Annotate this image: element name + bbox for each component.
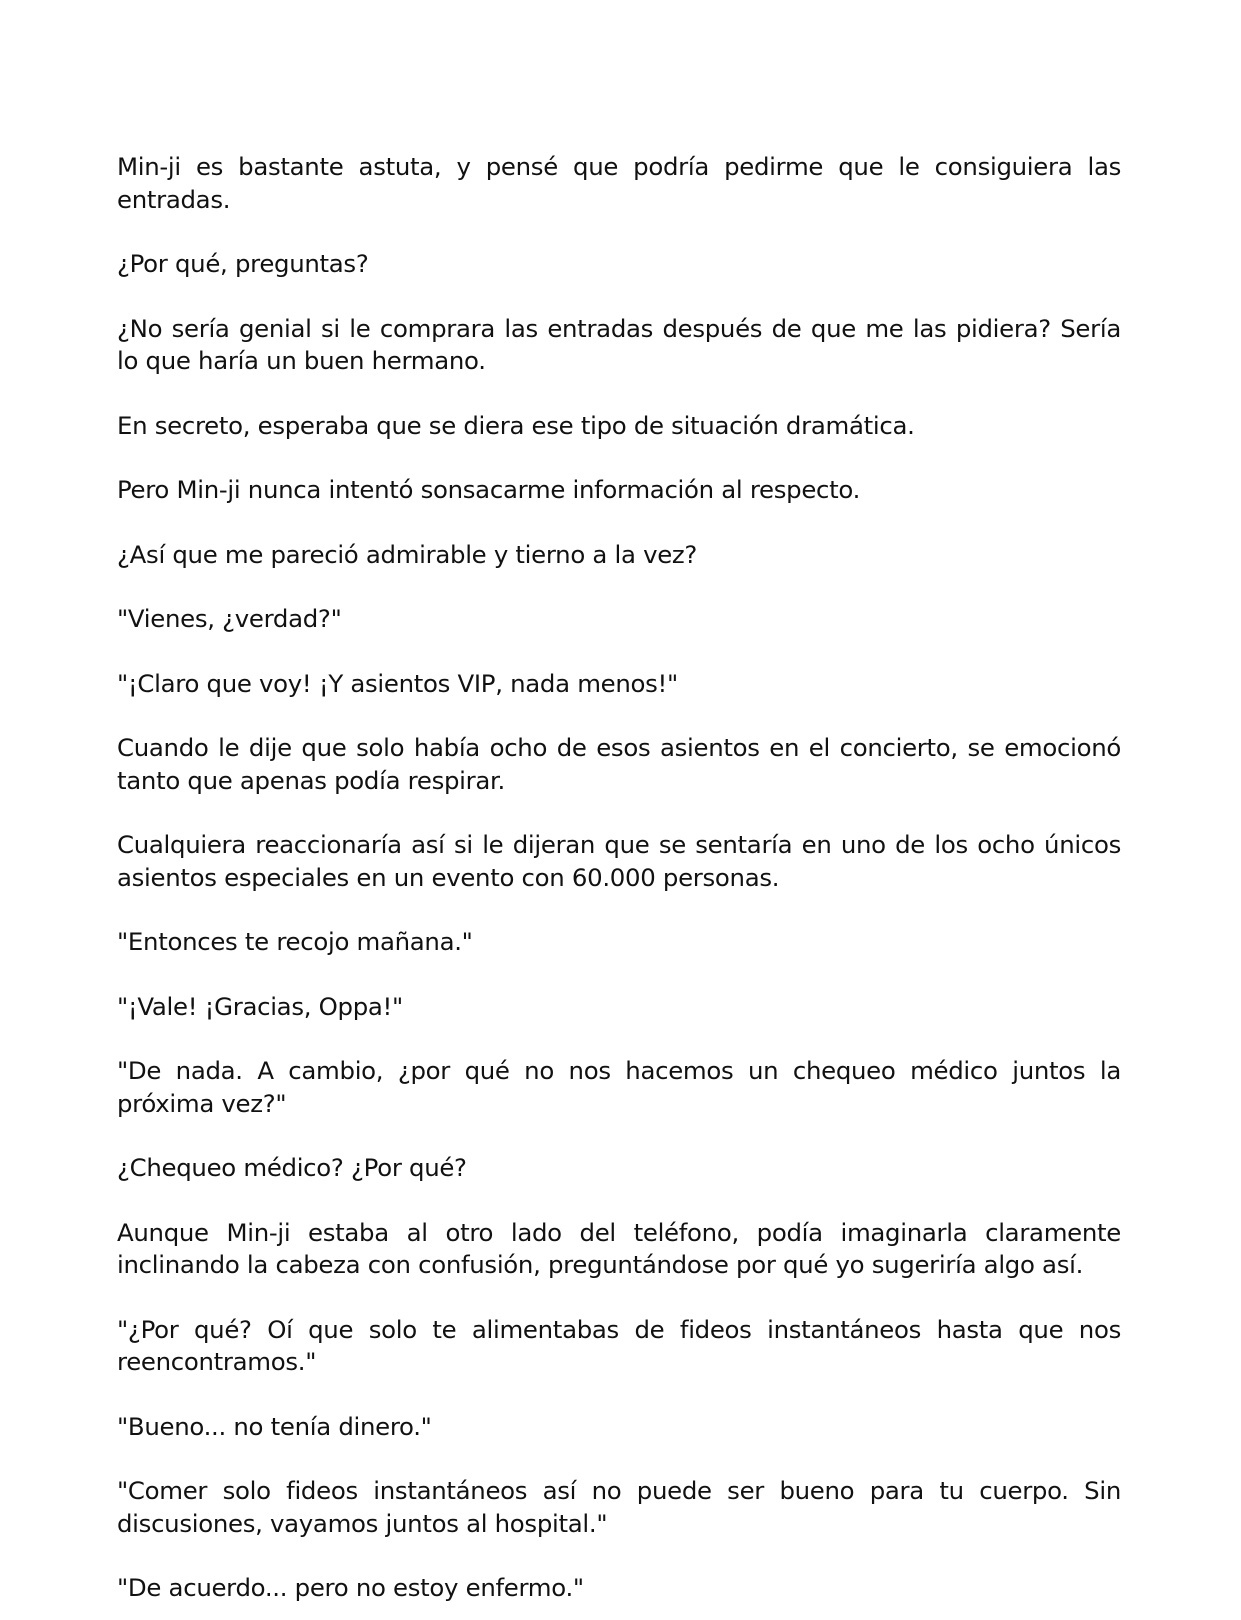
paragraph: "De acuerdo... pero no estoy enfermo.": [117, 1573, 584, 1602]
paragraph: Min-ji es bastante astuta, y pensé que podría pedirme que le consiguiera las entradas.: [117, 152, 1121, 214]
paragraph: "Vienes, ¿verdad?": [117, 604, 342, 633]
document-body: [117, 151, 1121, 1620]
paragraph: "¡Claro que voy! ¡Y asientos VIP, nada menos!": [117, 668, 678, 698]
paragraph: ¿Chequeo médico? ¿Por qué?: [117, 1153, 467, 1182]
paragraph: ¿Por qué, preguntas?: [117, 249, 369, 278]
paragraph: "¿Por qué? Oí que solo te alimentabas de fideos instantáneos hasta que nos reencontramos.": [117, 1314, 1121, 1376]
paragraph: "Comer solo fideos instantáneos así no puede ser bueno para tu cuerpo. Sin discusiones, vayamos juntos al hospital.": [117, 1476, 1121, 1538]
paragraph: "¡Vale! ¡Gracias, Oppa!": [117, 991, 403, 1021]
paragraph: "Bueno... no tenía dinero.": [117, 1411, 432, 1441]
paragraph: Cuando le dije que solo había ocho de esos asientos en el concierto, se emocionó tanto que apenas podía respirar.: [117, 733, 1121, 795]
paragraph: Aunque Min-ji estaba al otro lado del teléfono, podía imaginarla claramente inclinando la cabeza con confusión, preguntándose por qué yo sugeriría algo así.: [117, 1217, 1121, 1279]
paragraph: ¿Así que me pareció admirable y tierno a la vez?: [117, 539, 698, 569]
paragraph: "De nada. A cambio, ¿por qué no nos hacemos un chequeo médico juntos la próxima vez?": [117, 1056, 1121, 1118]
paragraph: En secreto, esperaba que se diera ese tipo de situación dramática.: [117, 410, 915, 440]
paragraph: Pero Min-ji nunca intentó sonsacarme información al respecto.: [117, 475, 861, 504]
paragraph: ¿No sería genial si le comprara las entradas después de que me las pidiera? Sería lo que haría un buen hermano.: [117, 313, 1121, 375]
paragraph: Cualquiera reaccionaría así si le dijeran que se sentaría en uno de los ocho únicos asientos especiales en un evento con 60.000 personas.: [117, 830, 1121, 892]
paragraph: "Entonces te recojo mañana.": [117, 927, 473, 956]
